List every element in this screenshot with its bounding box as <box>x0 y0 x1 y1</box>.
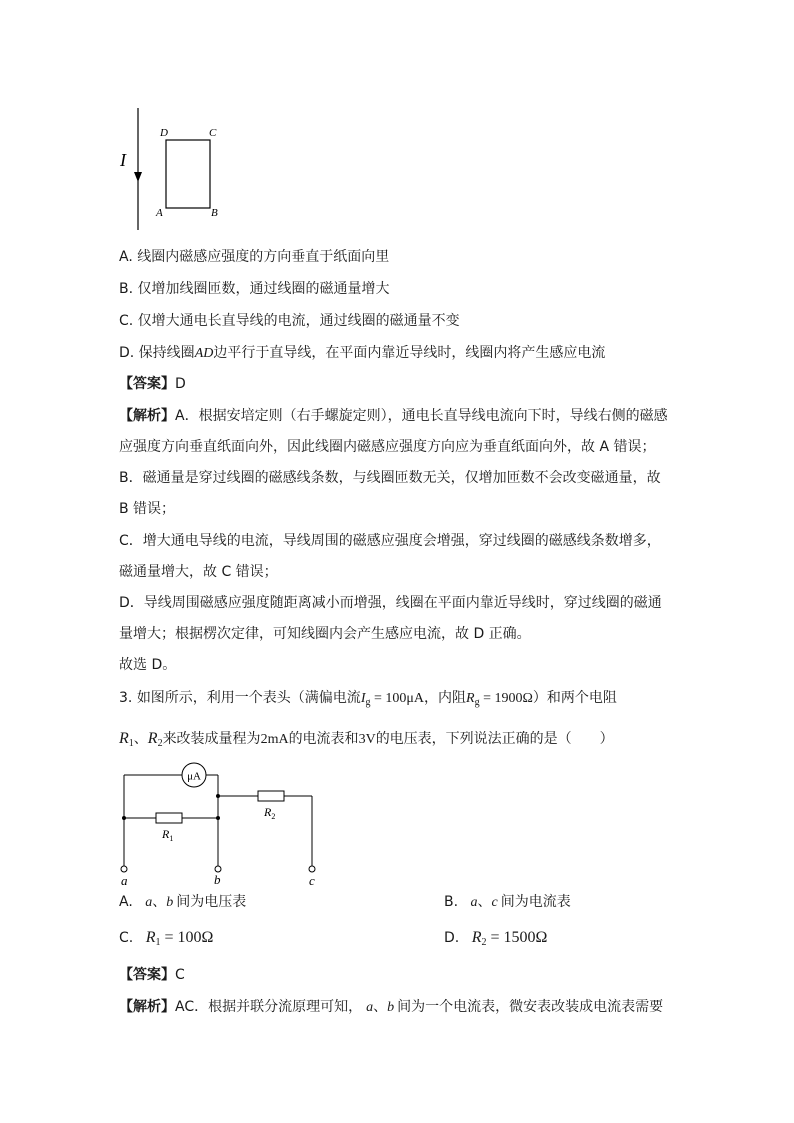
q3-text-5: 的电流表和 <box>288 731 359 747</box>
q3-sep: 、 <box>133 731 148 747</box>
q2-analysis-line-3: B．磁通量是穿过线圈的磁感线条数，与线圈匝数无关，仅增加匝数不会改变磁通量，故 <box>119 470 661 486</box>
q3-stem-line-2 <box>119 729 614 754</box>
terminal-b-label: b <box>214 872 221 887</box>
wire-coil-figure <box>110 100 230 235</box>
analysis-var1: a <box>366 1000 374 1015</box>
q3-option-c-sub: 1 <box>155 937 161 948</box>
q3-option-b-var2: c <box>491 895 498 910</box>
q2-analysis-line-2: 应强度方向垂直纸面向外，因此线圈内磁感应强度方向应为垂直纸面向外，故 A 错误； <box>119 439 656 455</box>
corner-b: B <box>211 207 218 219</box>
q3-option-a-suffix: 间为电压表 <box>176 894 247 910</box>
q2-answer <box>119 374 186 394</box>
terminal-a <box>121 866 127 872</box>
q3-text-4: 来改装成量程为 <box>162 731 261 747</box>
q3-option-d-prefix: D. <box>444 930 460 946</box>
answer-value: C <box>175 967 185 983</box>
q3-text-1: 如图所示，利用一个表头（满偏电流 <box>136 690 361 706</box>
resistor-r2 <box>258 791 284 801</box>
q3-option-a-var2: b <box>166 895 174 910</box>
circuit-figure <box>110 758 330 890</box>
current-label: I <box>120 150 126 170</box>
q3-option-b-var1: a <box>470 895 478 910</box>
q2-analysis-line-7: D．导线周围磁感应强度随距离减小而增强，线圈在平面内靠近导线时，穿过线圈的磁通 <box>119 595 662 611</box>
coil-rectangle <box>166 140 210 208</box>
current-arrow-icon <box>134 172 142 182</box>
q3-option-b-prefix: B. <box>444 894 459 910</box>
ig-var: I <box>360 691 366 706</box>
q2-option-c: C. 仅增大通电长直导线的电流，通过线圈的磁通量不变 <box>119 313 460 329</box>
q3-option-c-prefix: C. <box>119 930 134 946</box>
ig-value: = 100μA <box>370 691 424 706</box>
answer-value: D <box>175 376 186 392</box>
r2-sub: 2 <box>157 738 163 749</box>
r2-label: $R_2$ <box>264 805 276 821</box>
terminal-c <box>309 866 315 872</box>
range-2: 3V <box>358 732 376 747</box>
rg-value: = 1900Ω <box>479 691 533 706</box>
analysis-text-1: AC．根据并联分流原理可知， <box>175 999 363 1015</box>
r1-sub: 1 <box>128 738 134 749</box>
q3-text-3: ）和两个电阻 <box>532 690 617 706</box>
q3-text-2: ，内阻 <box>424 690 466 706</box>
q3-answer <box>119 965 185 985</box>
answer-tag: 【答案】 <box>119 376 175 392</box>
terminal-a-label: a <box>121 873 128 888</box>
q2-option-d-prefix: D. 保持线圈 <box>119 345 195 361</box>
q2-analysis-line-8: 量增大；根据楞次定律，可知线圈内会产生感应电流，故 D 正确。 <box>119 626 531 642</box>
q3-option-a-prefix: A. <box>119 894 133 910</box>
q3-option-a-sep: 、 <box>152 894 167 910</box>
q3-option-a <box>119 892 246 913</box>
q3-option-d <box>444 928 547 953</box>
analysis-text: A．根据安培定则（右手螺旋定则），通电长直导线电流向下时，导线右侧的磁感 <box>175 408 668 424</box>
q3-option-d-value: = 1500Ω <box>486 929 548 946</box>
corner-c: C <box>209 127 217 139</box>
corner-a: A <box>156 207 163 219</box>
terminal-c-label: c <box>309 873 315 888</box>
r1-var: R <box>119 730 129 747</box>
resistor-r1 <box>156 813 182 823</box>
junction-dot <box>216 816 220 820</box>
q3-option-b <box>444 892 571 913</box>
corner-d: D <box>160 127 168 139</box>
analysis-var2: b <box>387 1000 395 1015</box>
q2-option-d-suffix: 边平行于直导线，在平面内靠近导线时，线圈内将产生感应电流 <box>213 345 606 361</box>
rg-sub: g <box>474 697 480 708</box>
analysis-tag: 【解析】 <box>119 408 175 424</box>
q3-option-d-sub: 2 <box>481 937 487 948</box>
q3-option-a-var1: a <box>145 895 153 910</box>
q3-option-b-suffix: 间为电流表 <box>500 894 571 910</box>
q3-analysis-line-1 <box>119 997 663 1018</box>
microammeter-label: μA <box>187 770 201 783</box>
q2-option-a: A. 线圈内磁感应强度的方向垂直于纸面向里 <box>119 249 390 265</box>
q2-analysis-line-9: 故选 D。 <box>119 657 177 673</box>
q2-analysis-line-6: 磁通量增大，故 C 错误； <box>119 564 278 580</box>
q3-option-c <box>119 928 213 953</box>
q2-option-b: B. 仅增加线圈匝数，通过线圈的磁通量增大 <box>119 281 390 297</box>
ig-sub: g <box>365 697 371 708</box>
q2-analysis-line-4: B 错误； <box>119 501 176 517</box>
junction-dot <box>122 816 126 820</box>
analysis-tag: 【解析】 <box>119 999 175 1015</box>
q2-option-d-var: AD <box>194 346 214 361</box>
q3-option-c-value: = 100Ω <box>160 929 214 946</box>
analysis-text-2: 间为一个电流表，微安表改装成电流表需要 <box>397 999 664 1015</box>
q2-analysis-line-5: C．增大通电导线的电流，导线周围的磁感应强度会增强，穿过线圈的磁感线条数增多， <box>119 533 661 549</box>
answer-tag: 【答案】 <box>119 967 175 983</box>
rg-var: R <box>466 691 475 706</box>
analysis-sep: 、 <box>373 999 388 1015</box>
r2-var: R <box>147 730 158 747</box>
q2-analysis-line-1 <box>119 406 668 426</box>
junction-dot <box>216 794 220 798</box>
q3-option-c-var: R <box>145 929 156 946</box>
range-1: 2mA <box>260 732 289 747</box>
q2-option-d <box>119 343 605 364</box>
r1-label: $R_1$ <box>162 827 174 843</box>
q3-number: 3. <box>119 690 133 706</box>
q3-option-b-sep: 、 <box>477 894 492 910</box>
q3-option-d-var: R <box>471 929 482 946</box>
q3-text-6: 的电压表，下列说法正确的是（ ） <box>375 731 614 747</box>
q3-stem-line-1 <box>119 688 617 713</box>
